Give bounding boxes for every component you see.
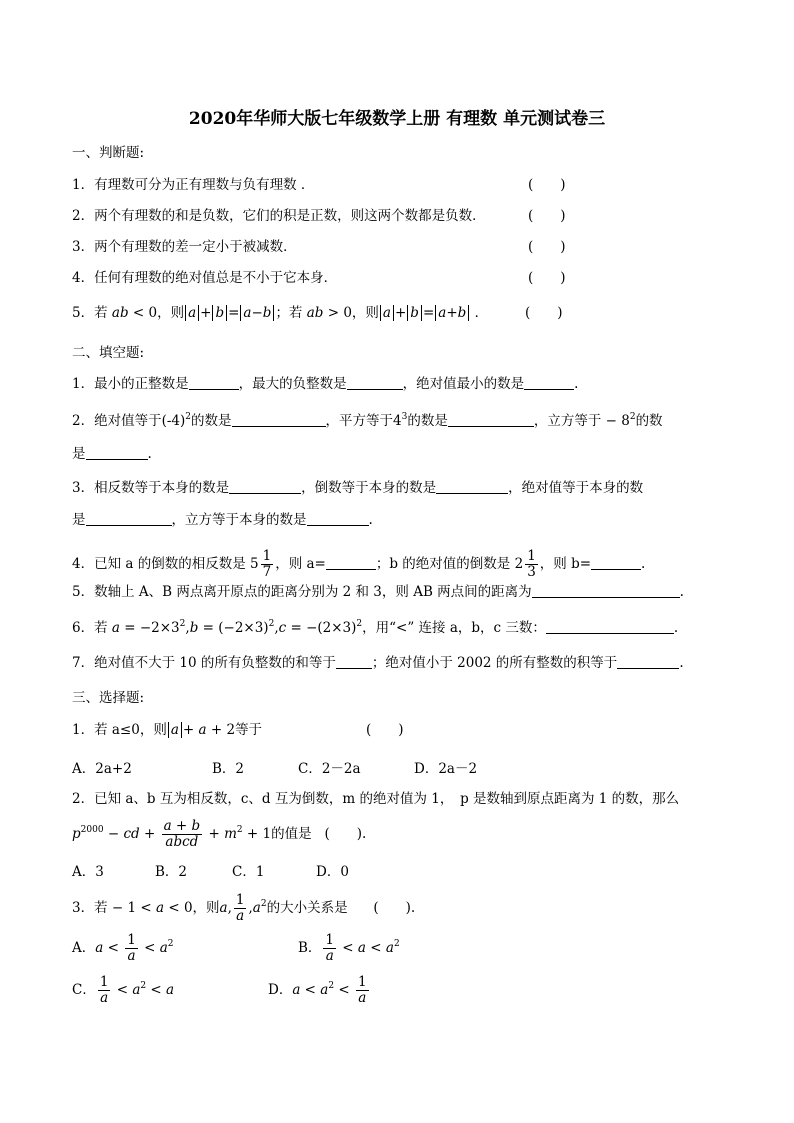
- question-text: 有理数可分为正有理数与负有理数 ．: [94, 177, 315, 193]
- question-text: ，用“<” 连接 a，b，c 三数：: [362, 620, 546, 636]
- answer-blank[interactable]: [336, 653, 372, 669]
- answer-blank[interactable]: [189, 374, 239, 390]
- answer-blank[interactable]: [524, 374, 574, 390]
- question-number: 6．: [72, 620, 95, 636]
- question-text: 是: [72, 446, 86, 462]
- question-number: 7．: [72, 655, 95, 671]
- question-text: 若 a≤0，则: [94, 722, 167, 738]
- question-text: 数轴上 A、B 两点离开原点的距离分别为 2 和 3，则 AB 两点间的距离为: [94, 584, 532, 600]
- question-text: 相反数等于本身的数是: [94, 480, 230, 496]
- question-text: 绝对值等于: [94, 413, 162, 429]
- section-heading-judge: 一、判断题:: [72, 145, 145, 161]
- answer-blank[interactable]: [307, 510, 369, 526]
- formula: $\frac{1}{a}$: [325, 932, 335, 964]
- fill-question-3: [72, 478, 643, 498]
- formula: a: [168, 722, 182, 738]
- question-text: 等于: [235, 722, 263, 738]
- question-text: ，则: [351, 305, 379, 321]
- question-text: ，立方等于本身的数是: [171, 512, 307, 528]
- question-text: 最小的正整数是: [94, 376, 189, 392]
- fill-question-1: [72, 374, 578, 394]
- question-text: 的大小关系是: [266, 900, 348, 916]
- question-text: .: [368, 512, 373, 528]
- option-label: C．: [72, 982, 96, 998]
- fill-question-7: [72, 653, 684, 673]
- judge-question-4: [72, 268, 337, 288]
- question-text: ．: [474, 305, 489, 321]
- judge-question-5: 5．若 ab < 0，则 a + b = a−b ；若 ab > 0，则 a + b = a+b ．: [72, 305, 489, 321]
- question-text: 任何有理数的绝对值总是不小于它本身．: [94, 270, 338, 286]
- question-number: 1．: [72, 177, 95, 193]
- question-text: ，则: [157, 305, 185, 321]
- question-text: ，倒数等于本身的数是: [301, 480, 437, 496]
- answer-blank[interactable]: [347, 374, 403, 390]
- question-text: ，则 a=: [275, 556, 326, 572]
- choice-option-b[interactable]: B．2: [212, 761, 245, 777]
- choice-question-2-cont: $p^{2000}$ − cd + a + b abcd + $m^2 + 1$的值是 ( ).: [72, 818, 367, 850]
- question-number: 5．: [72, 305, 95, 321]
- answer-blank[interactable]: [229, 478, 301, 494]
- question-text: 两个有理数的和是负数，它们的积是正数，则这两个数都是负数．: [94, 208, 486, 224]
- fill-question-2-cont: [72, 444, 152, 464]
- answer-blank[interactable]: [591, 554, 641, 570]
- fill-question-3-cont: [72, 510, 373, 530]
- question-text: ；绝对值小于 2002 的所有整数的积等于: [371, 655, 618, 671]
- option-label: A．: [72, 940, 96, 956]
- answer-paren: ( ): [528, 177, 566, 193]
- question-text: 的数是: [407, 413, 448, 429]
- question-text: 是: [72, 512, 86, 528]
- answer-paren: ( ): [528, 239, 566, 255]
- fill-question-2: [72, 411, 663, 431]
- formula: $4^3$: [393, 412, 408, 429]
- question-text: 已知 a 的倒数的相反数是: [94, 556, 246, 572]
- question-text: 若: [94, 305, 108, 321]
- section-heading-choice: 三、选择题:: [72, 690, 145, 706]
- question-text: ，则: [192, 900, 220, 916]
- question-text: 若: [94, 620, 108, 636]
- question-text: .: [641, 556, 646, 572]
- question-number: 3．: [72, 239, 95, 255]
- answer-paren: ( ).: [373, 900, 416, 916]
- question-text: ，平方等于: [325, 413, 394, 429]
- question-number: 3．: [72, 480, 95, 496]
- judge-question-1: [72, 175, 314, 195]
- question-text: ；若: [275, 305, 303, 321]
- formula: − $8^2$: [601, 412, 636, 429]
- answer-blank[interactable]: [448, 411, 534, 427]
- question-number: 1．: [72, 376, 95, 392]
- choice-option-d[interactable]: D．2a－2: [414, 761, 478, 777]
- answer-blank[interactable]: [617, 653, 679, 669]
- answer-paren: ( ): [528, 270, 566, 286]
- choice-option-c[interactable]: C． $\frac{1}{a}$ < $a^2 < a$: [72, 974, 175, 1006]
- answer-blank[interactable]: [232, 411, 326, 427]
- formula: 5 $\frac{1}{7}$: [250, 548, 272, 580]
- question-text: 两个有理数的差一定小于被减数．: [94, 239, 297, 255]
- formula: a: [292, 982, 301, 998]
- answer-blank[interactable]: [546, 618, 674, 634]
- answer-blank[interactable]: [532, 582, 680, 598]
- choice-option-c[interactable]: C．2－2a: [298, 761, 361, 777]
- choice-option-d[interactable]: D．$a < a^2$ < $\frac{1}{a}$: [268, 974, 367, 1006]
- answer-paren: ( ): [366, 722, 404, 738]
- question-text: .: [673, 620, 679, 636]
- answer-blank[interactable]: [436, 478, 508, 494]
- formula: ab: [111, 305, 129, 321]
- choice-question-2: [72, 789, 679, 809]
- option-label: B．: [298, 940, 322, 956]
- question-number: 2．: [72, 208, 95, 224]
- choice-option-c[interactable]: C．1: [232, 864, 265, 880]
- choice-option-a[interactable]: A．3: [72, 864, 104, 880]
- question-text: 的数是: [191, 413, 232, 429]
- choice-option-d[interactable]: D．0: [316, 864, 349, 880]
- formula: a: [219, 900, 228, 916]
- fill-question-5: [72, 582, 684, 602]
- question-number: 2．: [72, 791, 95, 807]
- formula: a: [111, 620, 120, 636]
- question-number: 4．: [72, 270, 95, 286]
- formula: $(-4)^2$: [161, 412, 192, 429]
- question-number: 3．: [72, 900, 95, 916]
- answer-paren: ( ): [528, 208, 566, 224]
- question-text: ，最大的负整数是: [238, 376, 347, 392]
- question-text: ，则 b=: [539, 556, 592, 572]
- judge-question-2: [72, 206, 486, 226]
- answer-blank[interactable]: [86, 444, 148, 460]
- answer-paren: ( ).: [324, 826, 367, 842]
- answer-blank[interactable]: [326, 554, 376, 570]
- formula: p: [72, 826, 81, 842]
- question-text: 绝对值不大于 10 的所有负整数的和等于: [94, 655, 336, 671]
- question-number: 4．: [72, 556, 95, 572]
- question-text: ，绝对值最小的数是: [402, 376, 525, 392]
- question-text: .: [679, 584, 684, 600]
- page-title: 2020年华师大版七年级数学上册 有理数 单元测试卷三: [188, 109, 606, 129]
- question-number: 1．: [72, 722, 95, 738]
- question-text: ，绝对值等于本身的数: [508, 480, 644, 496]
- question-text: .: [574, 376, 579, 392]
- question-text: .: [679, 655, 684, 671]
- option-label: D．: [268, 982, 293, 998]
- answer-blank[interactable]: [86, 510, 172, 526]
- question-number: 5．: [72, 584, 95, 600]
- choice-question-1: 1．若 a≤0，则 a + a + 2等于: [72, 722, 263, 738]
- choice-option-b[interactable]: B．2: [155, 864, 188, 880]
- question-text: ；b 的绝对值的倒数是: [375, 556, 511, 572]
- question-text: .: [147, 446, 152, 462]
- answer-paren: ( ): [525, 305, 563, 321]
- choice-option-a[interactable]: A．2a+2: [72, 761, 132, 777]
- question-number: 2．: [72, 413, 95, 429]
- fill-question-6: 6．若 $a = -2\times 3^2,b = (-2\times 3)^2,c = -(2\times 3)^2$，用“<” 连接 a，b，c 三数： .: [72, 619, 679, 636]
- question-text: ，立方等于: [533, 413, 602, 429]
- choice-question-3: 3．若 − 1 < a < 0，则a, $\frac{1}{a}$ $,a^2$的大小关系是 ( ).: [72, 892, 416, 924]
- choice-option-b[interactable]: B． $\frac{1}{a}$ < $a < a^2$: [298, 932, 400, 964]
- question-text: 已知 a、b 互为相反数，c、d 互为倒数，m 的绝对值为 1， p 是数轴到原点距离为 1 的数，那么: [94, 791, 680, 807]
- formula: 2 $\frac{1}{3}$: [514, 548, 536, 580]
- question-text: 的数: [635, 413, 663, 429]
- formula: a: [95, 940, 104, 956]
- formula: − 1 < a < 0: [111, 900, 193, 916]
- formula: $\frac{1}{a}$: [99, 974, 109, 1006]
- judge-question-3: [72, 237, 297, 257]
- question-text: 的值是: [271, 826, 312, 842]
- choice-option-a[interactable]: A．a < $\frac{1}{a}$ < $a^2$: [72, 932, 174, 964]
- fill-question-4: [72, 546, 645, 582]
- section-heading-fill: 二、填空题:: [72, 345, 145, 361]
- question-text: 若: [94, 900, 108, 916]
